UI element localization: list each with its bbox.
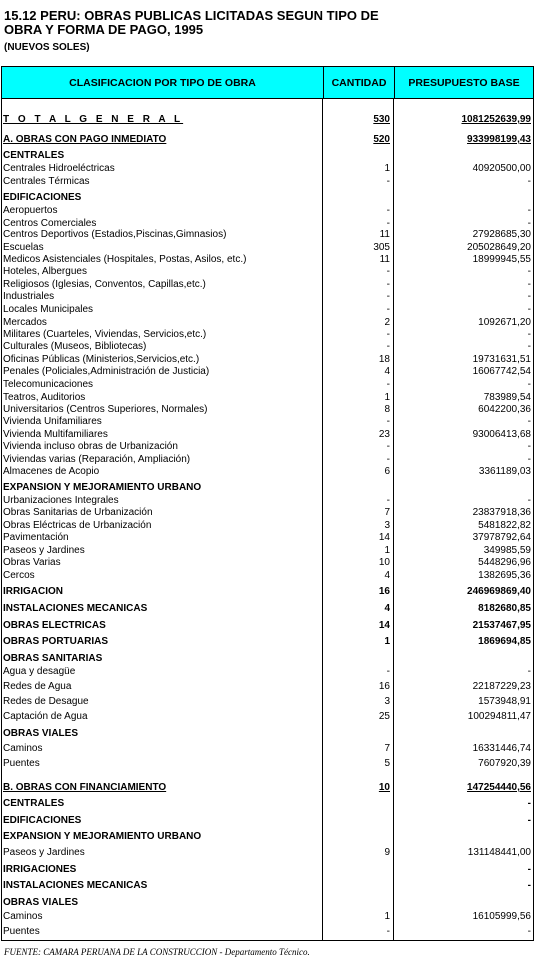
row-budget: 23837918,36: [472, 507, 531, 518]
row-quantity: 1: [384, 163, 390, 174]
row-label: IRRIGACIONES: [3, 864, 77, 875]
row-quantity: -: [386, 329, 390, 340]
row-label: CENTRALES: [3, 798, 65, 809]
row-budget: -: [527, 798, 531, 809]
row-quantity: -: [386, 218, 390, 229]
row-budget: 16105999,56: [472, 911, 531, 922]
row-label: Culturales (Museos, Bibliotecas): [3, 341, 147, 352]
row-quantity: 8: [384, 404, 390, 415]
row-label: B. OBRAS CON FINANCIAMIENTO: [3, 782, 167, 793]
row-quantity: -: [386, 926, 390, 937]
row-quantity: -: [386, 341, 390, 352]
row-label: Paseos y Jardines: [3, 847, 85, 858]
row-budget: 27928685,30: [472, 229, 531, 240]
row-quantity: 16: [378, 681, 390, 692]
row-budget: 933998199,43: [467, 134, 531, 145]
row-label: Medicos Asistenciales (Hospitales, Postas, Asilos, etc.): [3, 254, 247, 265]
row-budget: 1573948,91: [478, 696, 531, 707]
row-label: OBRAS SANITARIAS: [3, 653, 103, 664]
row-label: Vivienda Unifamiliares: [3, 416, 102, 427]
row-quantity: 14: [378, 620, 390, 631]
row-budget: -: [527, 379, 531, 390]
row-budget: 205028649,20: [467, 242, 531, 253]
row-budget: 5448296,96: [478, 557, 531, 568]
row-label: Captación de Agua: [3, 711, 88, 722]
row-quantity: 4: [384, 603, 390, 614]
row-label: Penales (Policiales,Administración de Justicia): [3, 366, 210, 377]
row-budget: 6042200,36: [478, 404, 531, 415]
row-label: Vivienda incluso obras de Urbanización: [3, 441, 178, 452]
row-label: Industriales: [3, 291, 55, 302]
row-quantity: 10: [378, 557, 390, 568]
row-budget: -: [527, 341, 531, 352]
row-budget: 37978792,64: [472, 532, 531, 543]
row-label: T O T A L G E N E R A L: [3, 114, 184, 125]
row-quantity: 305: [373, 242, 390, 253]
row-label: Centrales Hidroeléctricas: [3, 163, 115, 174]
row-label: Cercos: [3, 570, 35, 581]
row-label: OBRAS PORTUARIAS: [3, 636, 109, 647]
row-quantity: 3: [384, 520, 390, 531]
column-divider: [393, 99, 394, 941]
row-label: A. OBRAS CON PAGO INMEDIATO: [3, 134, 167, 145]
row-quantity: 11: [379, 229, 390, 240]
row-quantity: 4: [384, 570, 390, 581]
row-budget: -: [527, 304, 531, 315]
row-budget: 18999945,55: [472, 254, 531, 265]
row-budget: 349985,59: [483, 545, 531, 556]
row-quantity: 2: [384, 317, 390, 328]
row-label: Almacenes de Acopio: [3, 466, 100, 477]
row-budget: 1869694,85: [478, 636, 531, 647]
row-budget: 7607920,39: [478, 758, 531, 769]
row-budget: 93006413,68: [472, 429, 531, 440]
row-budget: 22187229,23: [472, 681, 531, 692]
row-quantity: -: [386, 176, 390, 187]
row-label: Oficinas Públicas (Ministerios,Servicios,etc.): [3, 354, 200, 365]
row-quantity: 25: [378, 711, 390, 722]
row-label: Pavimentación: [3, 532, 69, 543]
row-label: Redes de Agua: [3, 681, 72, 692]
row-label: Centros Deportivos (Estadios,Piscinas,Gimnasios): [3, 229, 227, 240]
row-quantity: 1: [384, 636, 390, 647]
header-budget: PRESUPUESTO BASE: [408, 76, 520, 89]
row-quantity: 530: [373, 114, 390, 125]
row-quantity: 1: [384, 911, 390, 922]
row-quantity: 5: [384, 758, 390, 769]
units-note: (NUEVOS SOLES): [4, 42, 90, 53]
row-quantity: 14: [378, 532, 390, 543]
row-budget: 147254440,56: [467, 782, 531, 793]
row-budget: -: [527, 666, 531, 677]
row-quantity: 16: [378, 586, 390, 597]
row-label: IRRIGACION: [3, 586, 63, 597]
row-budget: -: [527, 441, 531, 452]
row-quantity: 23: [378, 429, 390, 440]
row-quantity: -: [386, 379, 390, 390]
row-label: Escuelas: [3, 242, 44, 253]
row-label: Obras Eléctricas de Urbanización: [3, 520, 152, 531]
row-label: OBRAS ELECTRICAS: [3, 620, 106, 631]
row-quantity: 3: [384, 696, 390, 707]
header-quantity: CANTIDAD: [331, 76, 387, 89]
row-budget: 8182680,85: [478, 603, 531, 614]
row-budget: 131148441,00: [467, 847, 531, 858]
row-label: Urbanizaciones Integrales: [3, 495, 119, 506]
row-budget: -: [527, 218, 531, 229]
row-quantity: -: [386, 495, 390, 506]
row-quantity: 10: [378, 782, 390, 793]
row-budget: 19731631,51: [472, 354, 531, 365]
row-label: OBRAS VIALES: [3, 728, 79, 739]
row-quantity: -: [386, 666, 390, 677]
row-label: Telecomunicaciones: [3, 379, 94, 390]
row-label: Caminos: [3, 911, 43, 922]
row-quantity: 7: [384, 743, 390, 754]
row-budget: -: [527, 880, 531, 891]
row-budget: 1092671,20: [478, 317, 531, 328]
row-quantity: -: [386, 441, 390, 452]
row-budget: -: [527, 329, 531, 340]
row-quantity: 1: [384, 545, 390, 556]
row-label: Viviendas varias (Reparación, Ampliación): [3, 454, 191, 465]
header-classification: CLASIFICACION POR TIPO DE OBRA: [69, 76, 256, 89]
row-budget: -: [527, 291, 531, 302]
row-budget: 3361189,03: [478, 466, 531, 477]
row-label: Agua y desagüe: [3, 666, 76, 677]
row-budget: -: [527, 815, 531, 826]
row-quantity: -: [386, 205, 390, 216]
row-label: Puentes: [3, 926, 40, 937]
row-label: OBRAS VIALES: [3, 897, 79, 908]
row-budget: 5481822,82: [478, 520, 531, 531]
row-budget: -: [527, 266, 531, 277]
row-budget: -: [527, 454, 531, 465]
row-quantity: -: [386, 454, 390, 465]
row-label: EXPANSION Y MEJORAMIENTO URBANO: [3, 831, 202, 842]
row-label: CENTRALES: [3, 150, 65, 161]
row-budget: 783989,54: [483, 392, 531, 403]
table-title: 15.12 PERU: OBRAS PUBLICAS LICITADAS SEGUN TIPO DE OBRA Y FORMA DE PAGO, 1995: [4, 8, 379, 37]
row-quantity: -: [386, 279, 390, 290]
row-label: EDIFICACIONES: [3, 192, 82, 203]
row-label: Teatros, Auditorios: [3, 392, 86, 403]
row-budget: 16331446,74: [472, 743, 531, 754]
row-budget: 246969869,40: [467, 586, 531, 597]
row-label: Paseos y Jardines: [3, 545, 85, 556]
row-label: Caminos: [3, 743, 43, 754]
row-quantity: 9: [384, 847, 390, 858]
row-label: INSTALACIONES MECANICAS: [3, 603, 148, 614]
row-budget: 40920500,00: [472, 163, 531, 174]
row-label: Vivienda Multifamiliares: [3, 429, 108, 440]
row-label: Obras Varias: [3, 557, 61, 568]
row-budget: 100294811,47: [467, 711, 531, 722]
row-label: Universitarios (Centros Superiores, Normales): [3, 404, 208, 415]
row-label: Mercados: [3, 317, 47, 328]
source-note: FUENTE: CAMARA PERUANA DE LA CONSTRUCCION - Departamento Técnico.: [4, 947, 310, 957]
row-label: EXPANSION Y MEJORAMIENTO URBANO: [3, 482, 202, 493]
row-budget: -: [527, 416, 531, 427]
row-budget: -: [527, 205, 531, 216]
row-budget: 1081252639,99: [461, 114, 531, 125]
row-label: EDIFICACIONES: [3, 815, 82, 826]
row-quantity: 520: [373, 134, 390, 145]
row-quantity: 1: [384, 392, 390, 403]
row-quantity: 11: [379, 254, 390, 265]
row-budget: 16067742,54: [472, 366, 531, 377]
row-quantity: -: [386, 291, 390, 302]
row-label: Puentes: [3, 758, 40, 769]
row-label: Redes de Desague: [3, 696, 89, 707]
row-quantity: -: [386, 304, 390, 315]
row-quantity: -: [386, 416, 390, 427]
row-label: Centrales Térmicas: [3, 176, 90, 187]
row-label: Centros Comerciales: [3, 218, 97, 229]
row-quantity: 18: [378, 354, 390, 365]
table-header: [1, 66, 534, 99]
row-budget: 21537467,95: [472, 620, 531, 631]
row-budget: -: [527, 279, 531, 290]
row-quantity: 7: [384, 507, 390, 518]
column-divider: [322, 99, 323, 941]
row-quantity: 4: [384, 366, 390, 377]
row-label: Militares (Cuarteles, Viviendas, Servicios,etc.): [3, 329, 207, 340]
row-budget: 1382695,36: [478, 570, 531, 581]
row-label: Aeropuertos: [3, 205, 58, 216]
row-budget: -: [527, 495, 531, 506]
row-quantity: -: [386, 266, 390, 277]
row-budget: -: [527, 864, 531, 875]
row-label: INSTALACIONES MECANICAS: [3, 880, 148, 891]
row-label: Religiosos (Iglesias, Conventos, Capillas,etc.): [3, 279, 206, 290]
row-label: Locales Municipales: [3, 304, 94, 315]
row-label: Obras Sanitarias de Urbanización: [3, 507, 153, 518]
row-quantity: 6: [384, 466, 390, 477]
row-label: Hoteles, Albergues: [3, 266, 87, 277]
row-budget: -: [527, 176, 531, 187]
row-budget: -: [527, 926, 531, 937]
